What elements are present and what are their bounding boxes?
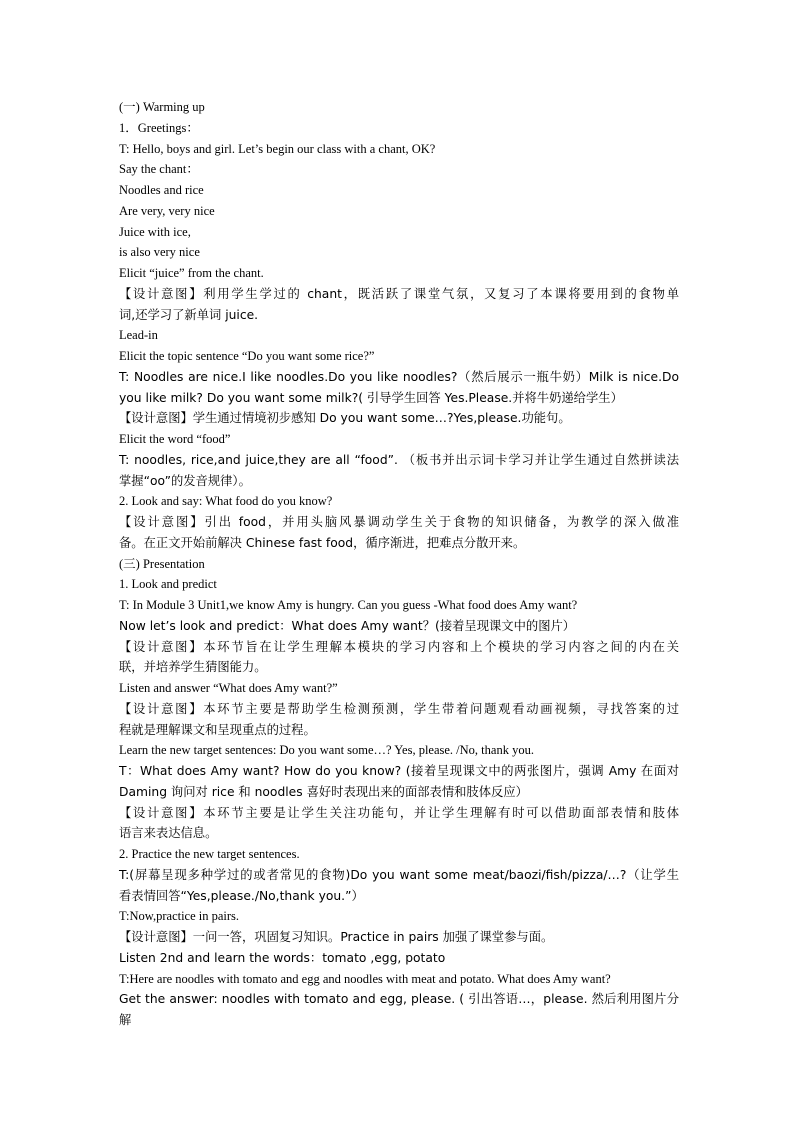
- chant-line: Juice with ice,: [119, 224, 191, 239]
- section-heading: (一) Warming up: [119, 100, 205, 114]
- text-line: T: noodles, rice,and juice,they are all “food”. （板书并出示词卡学习并让学生通过自然拼读法: [119, 452, 679, 467]
- section-heading: (三) Presentation: [119, 556, 205, 571]
- lesson-plan-text: [119, 97, 679, 1027]
- text-line: Learn the new target sentences: Do you want some…? Yes, please. /No, thank you.: [119, 743, 534, 758]
- text-line: Elicit the topic sentence “Do you want some rice?”: [119, 349, 375, 363]
- design-intent-line: 【设计意图】本环节主要是帮助学生检测预测，学生带着问题观看动画视频，寻找答案的过: [119, 701, 679, 716]
- design-intent-line: 【设计意图】一问一答，巩固复习知识。Practice in pairs 加强了课堂参与面。: [119, 930, 554, 944]
- step-heading: 2. Look and say: What food do you know?: [119, 494, 333, 509]
- chant-line: is also very nice: [119, 245, 200, 260]
- design-intent-line: 【设计意图】引出 food，并用头脑风暴调动学生关于食物的知识储备，为教学的深入做准: [119, 515, 679, 529]
- step-heading: Lead-in: [119, 328, 158, 343]
- text-line: Elicit “juice” from the chant.: [119, 266, 264, 280]
- text-line: Elicit the word “food”: [119, 432, 231, 446]
- design-intent-line: 【设计意图】本环节旨在让学生理解本模块的学习内容和上个模块的学习内容之间的内在关: [119, 639, 679, 654]
- text-line: T: Hello, boys and girl. Let’s begin our class with a chant, OK?: [119, 141, 436, 156]
- text-line: Now let’s look and predict：What does Amy want？(接着呈现课文中的图片）: [119, 618, 576, 633]
- text-line: 掌握“oo”的发音规律）。: [119, 473, 251, 488]
- design-intent-line: 【设计意图】本环节主要是让学生关注功能句，并让学生理解有时可以借助面部表情和肢体: [119, 805, 679, 820]
- design-intent-line: 联，并培养学生猜图能力。: [119, 660, 267, 675]
- text-line: T:(屏幕呈现多种学过的或者常见的食物)Do you want some meat/baozi/fish/pizza/…?（让学生: [119, 867, 679, 882]
- text-line: Daming 询问对 rice 和 noodles 喜好时表现出来的面部表情和肢体反应）: [119, 784, 528, 799]
- design-intent-line: 语言来表达信息。: [119, 826, 218, 841]
- chant-line: Noodles and rice: [119, 183, 204, 197]
- design-intent-line: 【设计意图】学生通过情境初步感知 Do you want some…?Yes,please.功能句。: [119, 411, 571, 426]
- step-heading: Listen 2nd and learn the words：tomato ,egg, potato: [119, 950, 446, 965]
- text-line: Get the answer: noodles with tomato and egg, please. ( 引出答语…，please. 然后利用图片分解: [119, 992, 679, 1027]
- text-line: T:Here are noodles with tomato and egg and noodles with meat and potato. What does Amy want?: [119, 971, 611, 986]
- step-heading: 1．Greetings：: [119, 120, 199, 135]
- text-line: T: In Module 3 Unit1,we know Amy is hungry. Can you guess -What food does Amy want?: [119, 598, 578, 612]
- text-line: Say the chant：: [119, 162, 199, 177]
- design-intent-line: 词,还学习了新单词 juice.: [119, 307, 259, 322]
- text-line: T:Now,practice in pairs.: [119, 909, 240, 924]
- text-line: T: Noodles are nice.I like noodles.Do you like noodles?（然后展示一瓶牛奶）Milk is nice.Do: [119, 369, 679, 384]
- step-heading: Listen and answer “What does Amy want?”: [119, 681, 338, 695]
- design-intent-line: 备。在正文开始前解决 Chinese fast food，循序渐进，把难点分散开来。: [119, 535, 526, 550]
- text-line: you like milk? Do you want some milk?( 引导学生回答 Yes.Please.并将牛奶递给学生）: [119, 390, 623, 405]
- chant-line: Are very, very nice: [119, 203, 215, 218]
- design-intent-line: 【设计意图】利用学生学过的 chant，既活跃了课堂气氛，又复习了本课将要用到的食物单: [119, 286, 679, 301]
- text-line: 看表情回答“Yes,please./No,thank you.”）: [119, 888, 364, 903]
- step-heading: 2. Practice the new target sentences.: [119, 847, 300, 861]
- design-intent-line: 程就是理解课文和呈现重点的过程。: [119, 722, 316, 737]
- text-line: T：What does Amy want? How do you know? (接着呈现课文中的两张图片，强调 Amy 在面对: [119, 764, 679, 778]
- step-heading: 1. Look and predict: [119, 577, 217, 592]
